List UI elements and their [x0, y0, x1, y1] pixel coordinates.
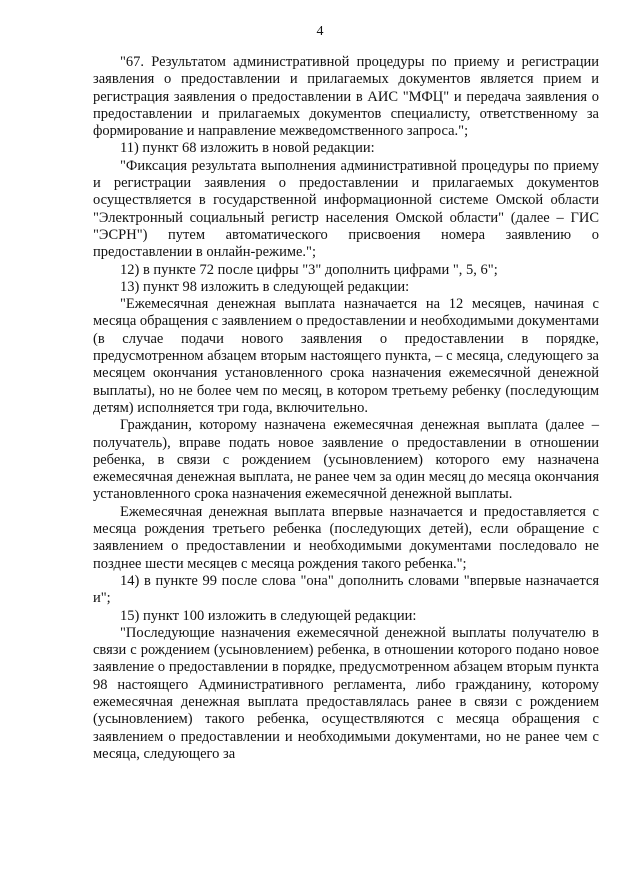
paragraph-item-100: "Последующие назначения ежемесячной денежной выплаты получателю в связи с рождением (усыновлением) ребенка, в отношении которого подано новое заявление о предоставлении в порядке, предусмотренном абзацем вторым пункта 98 настоящего Административного регламента, либо гражданину, которому ежемесячная денежная выплата предоставлялась ранее в связи с рождением (усыновлением) такого ребенка, осуществляются с месяца обращения с заявлением о предоставлении и необходимыми документами, но не ранее чем с месяца, следующего за: [93, 624, 599, 762]
amendment-item-13: 13) пункт 98 изложить в следующей редакции:: [120, 278, 410, 295]
paragraph-item-98-part-3: Ежемесячная денежная выплата впервые назначается и предоставляется с месяца рождения третьего ребенка (последующих детей), если обращение с заявлением о предоставлении и необходимыми документами последовало не позднее шести месяцев с месяца рождения такого ребенка.";: [93, 503, 599, 572]
document-body: [93, 54, 599, 763]
amendment-item-12: 12) в пункте 72 после цифры "3" дополнить цифрами ", 5, 6";: [120, 261, 498, 278]
amendment-item-14: 14) в пункте 99 после слова "она" дополнить словами "впервые назначается и";: [93, 572, 599, 607]
page-number: 4: [316, 24, 324, 39]
amendment-item-15: 15) пункт 100 изложить в следующей редакции:: [120, 607, 417, 624]
paragraph-item-68: "Фиксация результата выполнения административной процедуры по приему и регистрации заявления о предоставлении и прилагаемых документов осуществляется в государственной информационной системе Омской области "Электронный социальный регистр населения Омской области" (далее – ГИС "ЭСРН") путем автоматического присвоения номера заявлению о предоставлении в онлайн-режиме.";: [93, 157, 599, 261]
paragraph-item-98-part-1: "Ежемесячная денежная выплата назначается на 12 месяцев, начиная с месяца обращения с заявлением о предоставлении и необходимыми документами (в случае подачи нового заявления о предоставлении в порядке, предусмотренном абзацем вторым настоящего пункта, – с месяца, следующего за месяцем окончания установленного срока назначения ежемесячной денежной выплаты), но не более чем по месяц, в котором третьему ребенку (последующим детям) исполняется три года, включительно.: [93, 296, 599, 416]
amendment-item-11: 11) пункт 68 изложить в новой редакции:: [120, 140, 375, 157]
paragraph-item-67: "67. Результатом административной процедуры по приему и регистрации заявления о предоставлении и прилагаемых документов является прием и регистрация заявления о предоставлении в АИС "МФЦ" и передача заявления о предоставлении и прилагаемых документов специалисту, ответственному за формирование и направление межведомственного запроса.";: [93, 54, 599, 140]
paragraph-item-98-part-2: Гражданин, которому назначена ежемесячная денежная выплата (далее – получатель), вправе подать новое заявление о предоставлении в отношении ребенка, в связи с рождением (усыновлением) которого ему назначена ежемесячная денежная выплата, не ранее чем за один месяц до месяца окончания установленного срока назначения ежемесячной денежной выплаты.: [93, 417, 599, 503]
